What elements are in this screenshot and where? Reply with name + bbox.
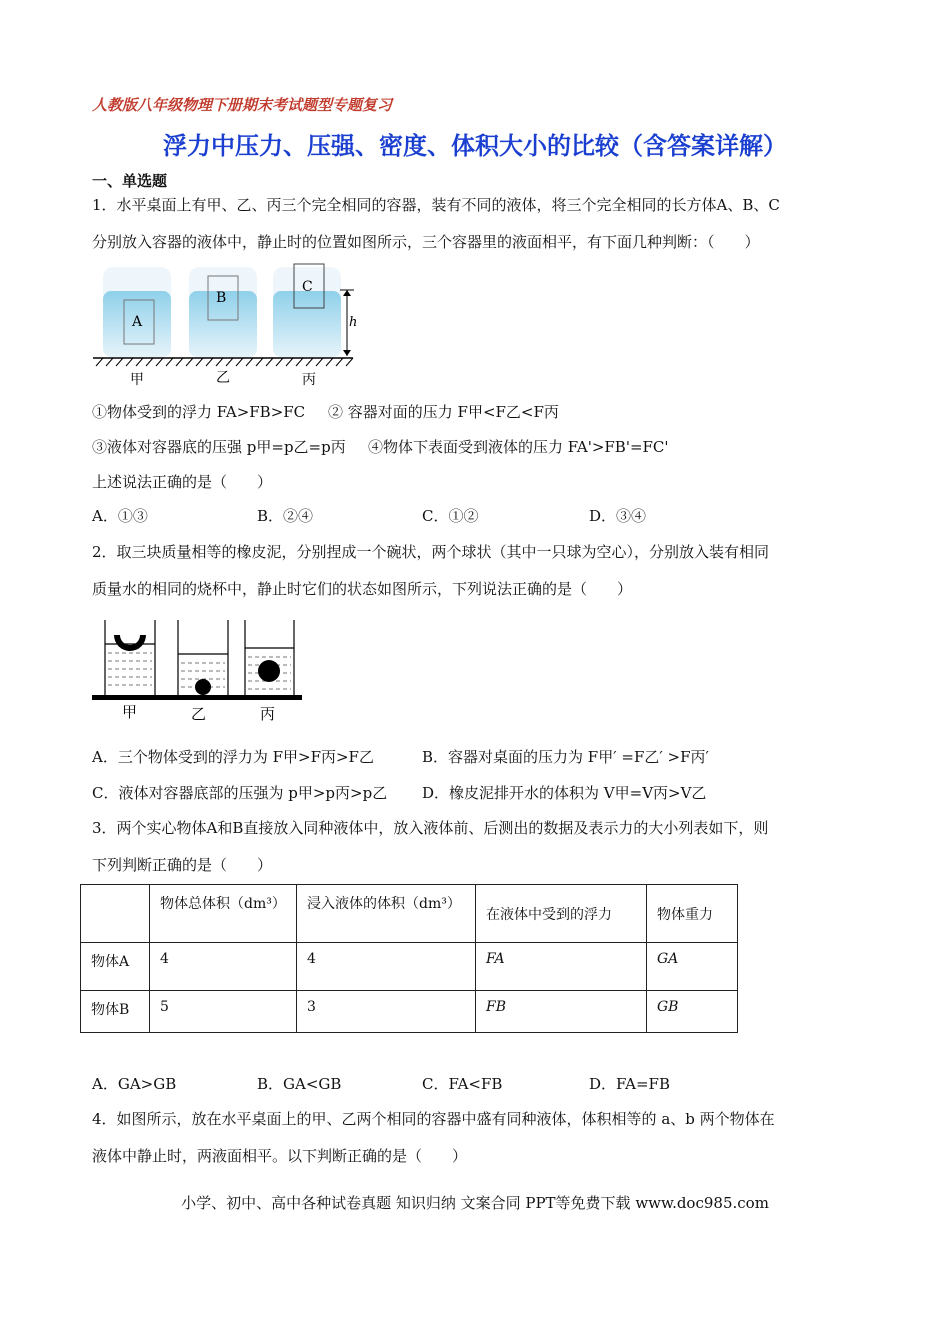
q1-statement-1: ①物体受到的浮力 FA>FB>FC [92, 403, 306, 421]
table-row [81, 991, 738, 1033]
q3-option-b: B．GA<GB [257, 1075, 342, 1093]
cell: 物体A [81, 943, 150, 991]
q4-text: 4．如图所示，放在水平桌面上的甲、乙两个相同的容器中盛有同种液体，体积相等的 a、b 两个物体在 [92, 1110, 775, 1128]
label-jia: 甲 [130, 372, 144, 388]
table-row [81, 943, 738, 991]
header-cell [81, 885, 150, 943]
q2-option-d: D．橡皮泥排开水的体积为 V甲=V丙>V乙 [422, 784, 707, 802]
cell: 3 [297, 991, 476, 1033]
q1-option-b: B．②④ [257, 507, 314, 525]
cell: GA [647, 943, 738, 991]
hollow-ball [258, 660, 280, 682]
header-cell: 物体重力 [647, 885, 738, 943]
cell: 4 [150, 943, 297, 991]
q3-option-a: A．GA>GB [92, 1075, 177, 1093]
q4-text: 液体中静止时，两液面相平。以下判断正确的是（ ） [92, 1147, 468, 1165]
q3-option-c: C．FA<FB [422, 1075, 503, 1093]
q2-option-b: B．容器对桌面的压力为 F甲′ =F乙′ >F丙′ [422, 748, 709, 766]
q3-text: 下列判断正确的是（ ） [92, 856, 273, 874]
beaker-bing [273, 264, 341, 357]
q1-statement-4: ④物体下表面受到液体的压力 FA'>FB'=FC' [368, 438, 669, 456]
label-yi: 乙 [216, 370, 230, 386]
q1-option-c: C．①② [422, 507, 479, 525]
q1-prompt: 上述说法正确的是（ ） [92, 473, 273, 491]
solid-ball [195, 679, 211, 695]
q2-text: 2．取三块质量相等的橡皮泥，分别捏成一个碗状，两个球状（其中一只球为空心），分别放入装有相同 [92, 543, 770, 561]
q2-option-c: C．液体对容器底部的压强为 p甲>p丙>p乙 [92, 784, 388, 802]
cell: 5 [150, 991, 297, 1033]
block-b: B [216, 290, 227, 306]
q1-option-d: D．③④ [589, 507, 647, 525]
bowl-shape [114, 635, 146, 651]
header-cell: 浸入液体的体积（dm³） [297, 885, 476, 943]
q1-option-a: A．①③ [92, 507, 148, 525]
block-a: A [132, 314, 143, 330]
header-cell: 在液体中受到的浮力 [476, 885, 647, 943]
doc-subtitle: 人教版八年级物理下册期末考试题型专题复习 [92, 96, 393, 114]
doc-title: 浮力中压力、压强、密度、体积大小的比较（含答案详解） [163, 131, 787, 160]
q1-statement-2: ② 容器对面的压力 F甲<F乙<F丙 [328, 403, 559, 421]
label-jia: 甲 [122, 703, 138, 721]
height-label: h [349, 315, 358, 330]
block-c: C [302, 279, 313, 295]
q3-option-d: D．FA=FB [589, 1075, 670, 1093]
q1-statement-3: ③液体对容器底的压强 p甲=p乙=p丙 [92, 438, 346, 456]
label-bing: 丙 [260, 705, 276, 723]
q3-table [80, 884, 738, 1033]
q2-text: 质量水的相同的烧杯中，静止时它们的状态如图所示，下列说法正确的是（ ） [92, 580, 633, 598]
label-bing: 丙 [302, 372, 316, 388]
cell: 物体B [81, 991, 150, 1033]
q3-text: 3．两个实心物体A和B直接放入同种液体中，放入液体前、后测出的数据及表示力的大小列表如下，则 [92, 819, 769, 837]
page-footer: 小学、初中、高中各种试卷真题 知识归纳 文案合同 PPT等免费下载 www.doc985.com [181, 1194, 769, 1212]
beaker-yi [189, 267, 257, 357]
label-yi: 乙 [191, 705, 207, 723]
header-cell: 物体总体积（dm³） [150, 885, 297, 943]
q2-figure [88, 615, 308, 725]
q1-text: 1．水平桌面上有甲、乙、丙三个完全相同的容器，装有不同的液体，将三个完全相同的长方体A、B、C [92, 196, 780, 214]
cell: 4 [297, 943, 476, 991]
cell: FA [476, 943, 647, 991]
cell: FB [476, 991, 647, 1033]
beaker-jia [103, 267, 171, 357]
q1-text: 分别放入容器的液体中，静止时的位置如图所示，三个容器里的液面相平，有下面几种判断：（ ） [92, 233, 760, 251]
q2-option-a: A．三个物体受到的浮力为 F甲>F丙>F乙 [92, 748, 374, 766]
q1-figure [88, 262, 368, 392]
section-heading: 一、单选题 [92, 172, 168, 190]
cell: GB [647, 991, 738, 1033]
